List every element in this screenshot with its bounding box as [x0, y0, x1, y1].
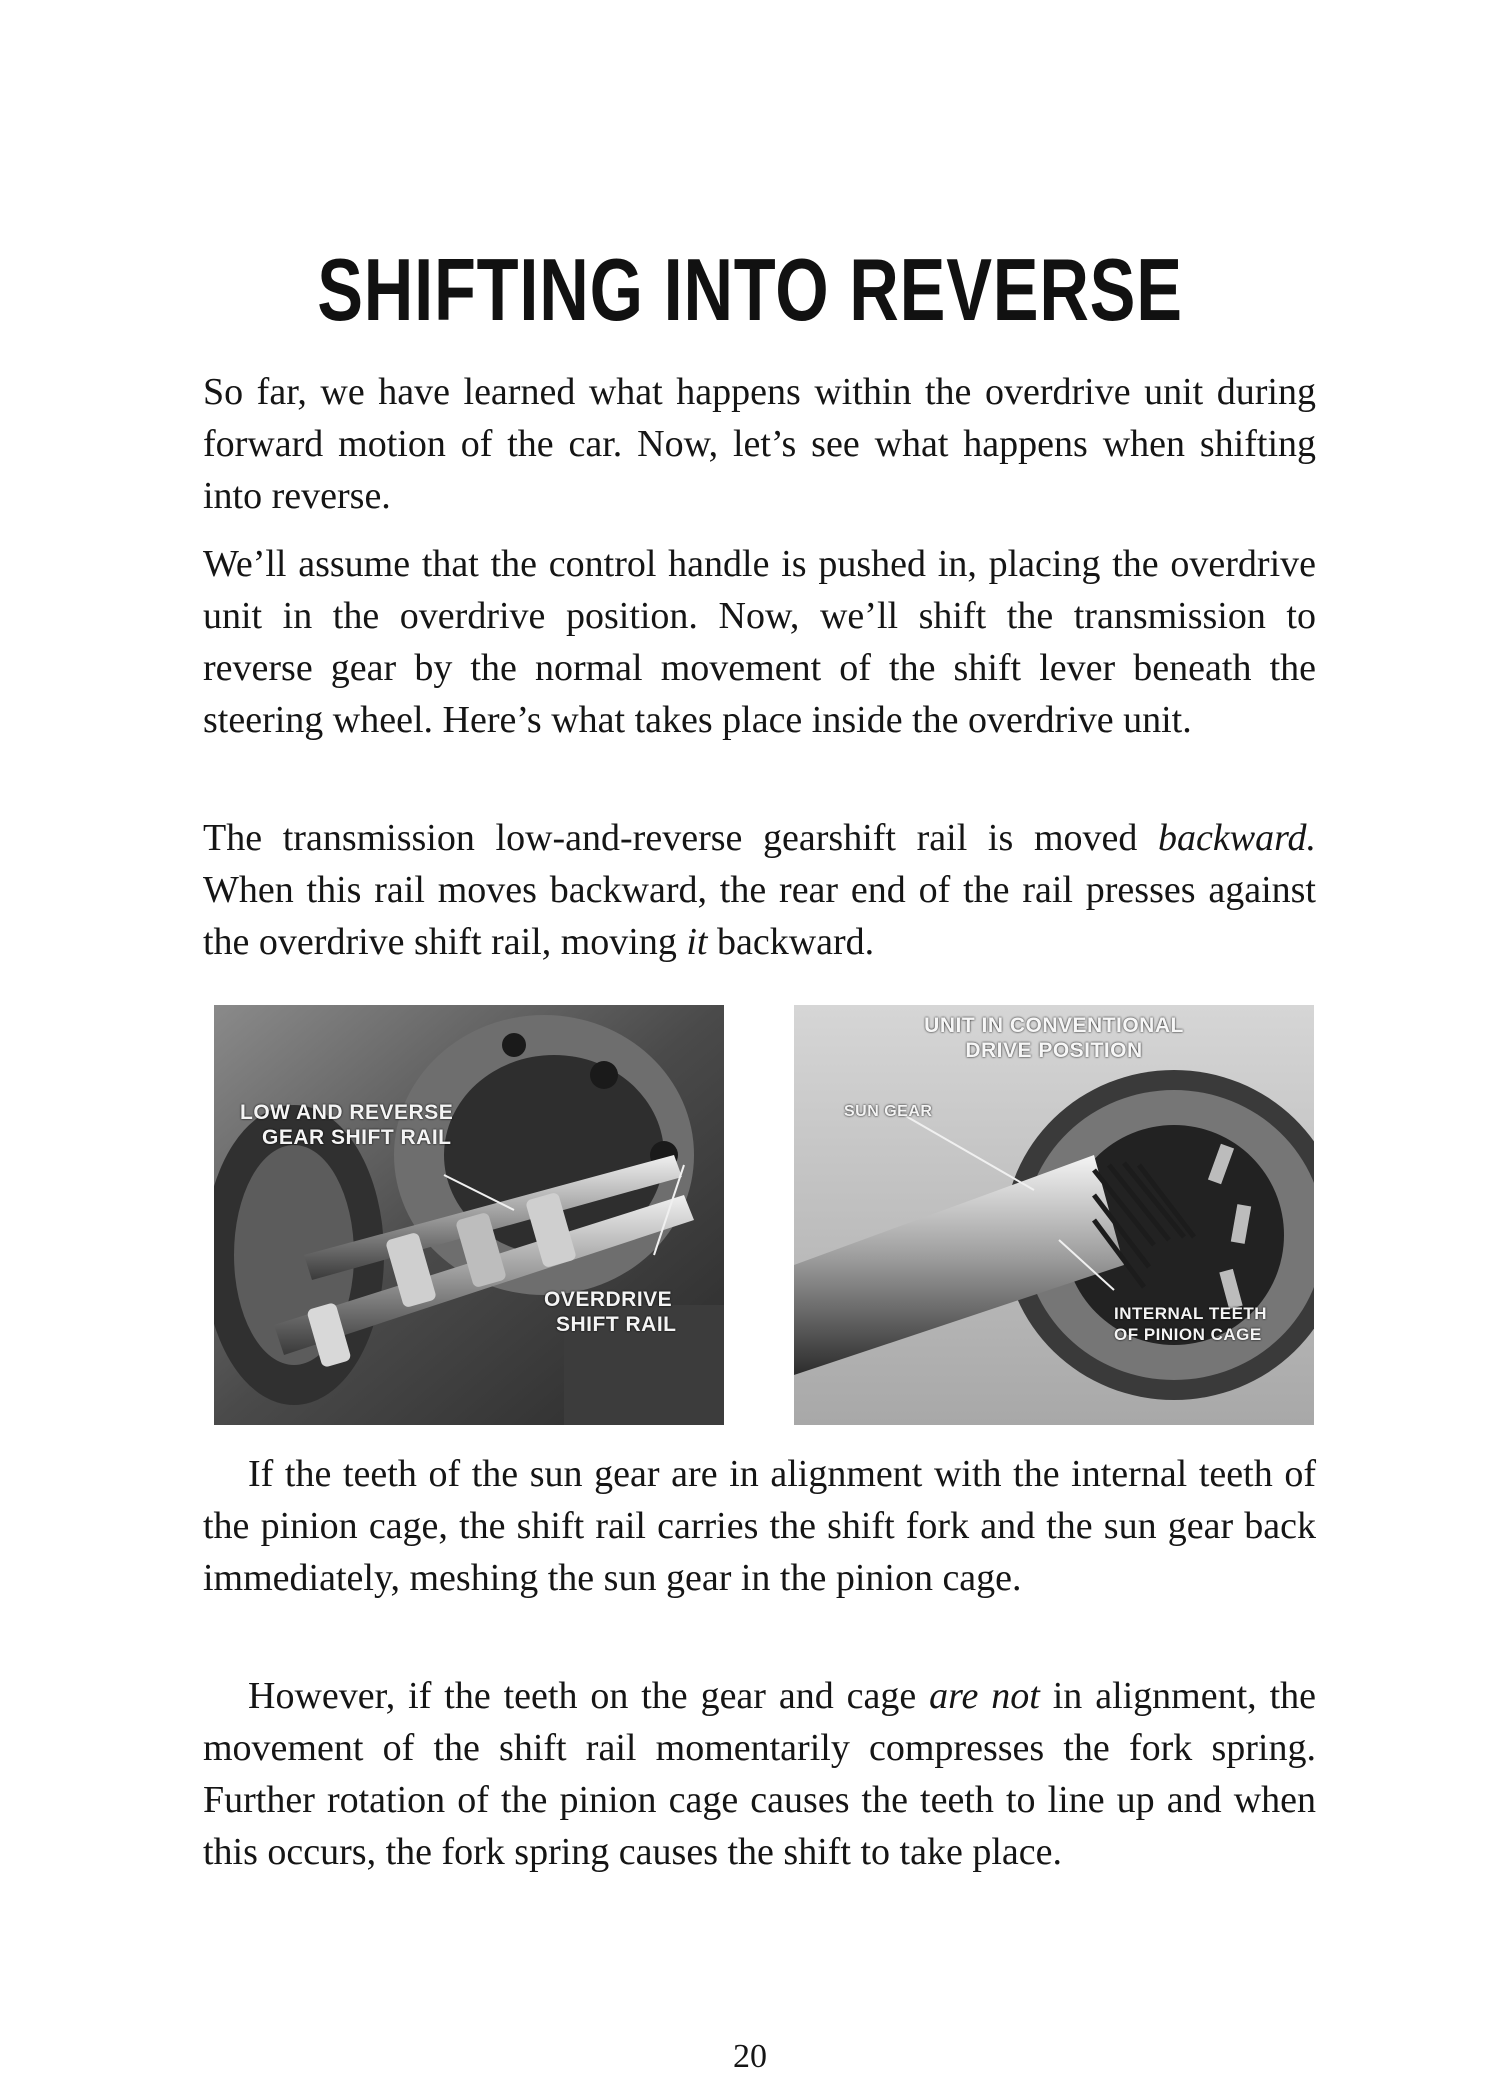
- overdrive-shift-rail-label-line-2: SHIFT RAIL: [556, 1313, 677, 1336]
- internal-teeth-label-line-2: OF PINION CAGE: [1114, 1325, 1262, 1344]
- p3-text-a: The transmission low-and-reverse gearshift rail is moved: [203, 817, 1159, 859]
- p3-text-e: backward.: [707, 921, 875, 963]
- overdrive-shift-rail-label: [544, 1287, 677, 1337]
- transmission-illustration: [214, 1005, 724, 1425]
- transmission-shift-rail-photo: [214, 1005, 724, 1425]
- paragraph-rail-movement: [203, 812, 1316, 968]
- sun-gear-illustration: [794, 1005, 1314, 1425]
- paragraph-assumption: We’ll assume that the control handle is pushed in, placing the overdrive unit in the overdrive position. Now, we’ll shift the transmission to reverse gear by the normal movement of the shift lever beneath the steering wheel. Here’s what takes place inside the overdrive unit.: [203, 543, 1316, 741]
- unit-position-caption: [884, 1013, 1224, 1063]
- low-reverse-rail-label-line-1: LOW AND REVERSE: [240, 1101, 454, 1124]
- internal-teeth-label: [1114, 1303, 1267, 1345]
- internal-teeth-label-line-1: INTERNAL TEETH: [1114, 1304, 1268, 1323]
- p5-emphasis-are-not: are not: [929, 1675, 1040, 1717]
- page-number: 20: [733, 2038, 767, 2075]
- low-reverse-rail-label: [240, 1100, 453, 1150]
- sun-gear-pinion-cage-photo: [794, 1005, 1314, 1425]
- paragraph-misalignment: [203, 1670, 1316, 1878]
- p3-text-c: When this rail moves backward, the rear end of the rail presses against the overdrive shift rail, moving: [203, 869, 1316, 963]
- p3-emphasis-backward: backward.: [1158, 817, 1316, 859]
- p3-emphasis-it: it: [686, 921, 708, 963]
- paragraph-intro: So far, we have learned what happens within the overdrive unit during forward motion of the car. Now, let’s see what happens when shifting into reverse.: [203, 371, 1316, 517]
- paragraph-alignment: If the teeth of the sun gear are in alignment with the internal teeth of the pinion cage, the shift rail carries the shift fork and the sun gear back immediately, meshing the sun gear in the pinion cage.: [203, 1453, 1316, 1599]
- p5-text-c: in alignment, the movement of the shift rail momentarily compresses the fork spring. Further rotation of the pinion cage causes the teeth to line up and when this occurs, the fork spring causes the shift to take place.: [203, 1675, 1316, 1873]
- low-reverse-rail-label-line-2: GEAR SHIFT RAIL: [262, 1126, 452, 1149]
- overdrive-shift-rail-label-line-1: OVERDRIVE: [544, 1288, 673, 1311]
- page-title: SHIFTING INTO REVERSE: [317, 240, 1183, 339]
- unit-position-caption-line-2: DRIVE POSITION: [965, 1039, 1143, 1062]
- p5-text-a: However, if the teeth on the gear and cage: [248, 1675, 930, 1717]
- sun-gear-label: SUN GEAR: [844, 1103, 933, 1120]
- unit-position-caption-line-1: UNIT IN CONVENTIONAL: [924, 1014, 1184, 1037]
